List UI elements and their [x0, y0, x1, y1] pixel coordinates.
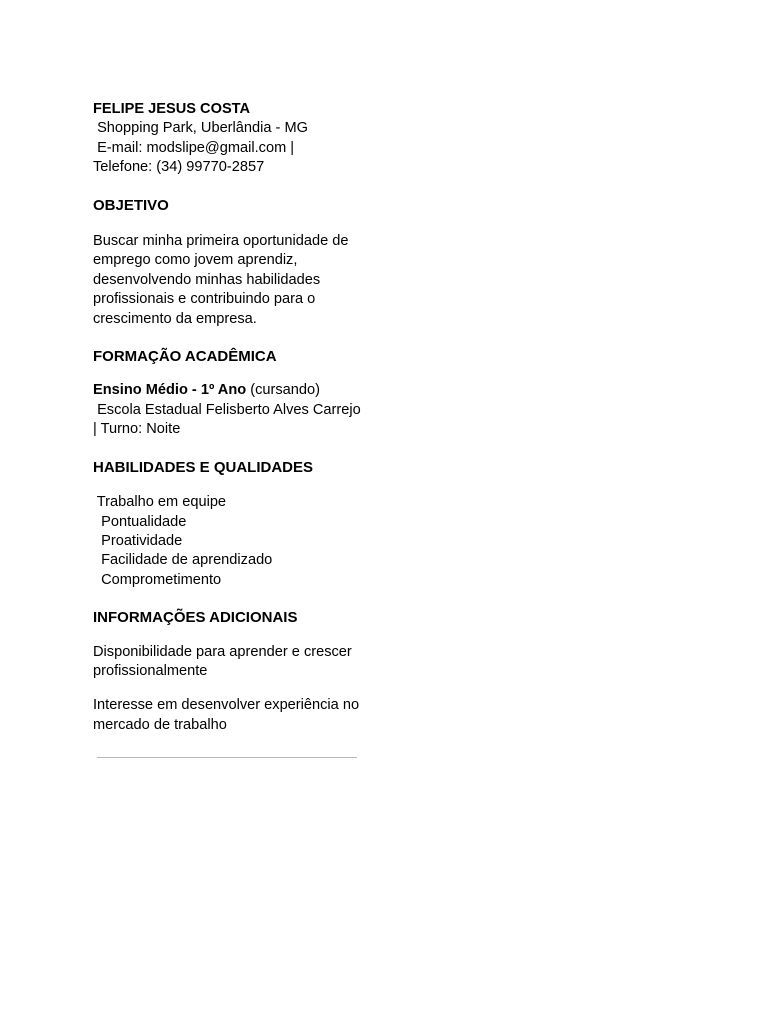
candidate-name: FELIPE JESUS COSTA — [93, 101, 251, 117]
section-title-objetivo: OBJETIVO — [93, 196, 169, 214]
phone-line: Telefone: (34) 99770-2857 — [93, 159, 265, 176]
resume-document — [93, 100, 368, 735]
info-paragraph: Disponibilidade para aprender e crescer profissionalmente — [93, 643, 356, 679]
section-title-formacao: FORMAÇÃO ACADÊMICA — [93, 348, 277, 366]
school-line: Escola Estadual Felisberto Alves Carrejo | Turno: Noite — [93, 401, 365, 438]
email-line: E-mail: modslipe@gmail.com | — [93, 139, 295, 156]
skills-list — [93, 493, 368, 590]
address-line: Shopping Park, Uberlândia - MG — [93, 120, 308, 137]
list-item: Facilidade de aprendizado — [93, 552, 273, 569]
course-name: Ensino Médio - 1º Ano — [93, 382, 247, 399]
list-item: Pontualidade — [93, 513, 187, 530]
list-item: Comprometimento — [93, 571, 222, 588]
formacao-entry — [93, 381, 368, 400]
section-title-informacoes: INFORMAÇÕES ADICIONAIS — [93, 609, 298, 627]
horizontal-divider — [97, 757, 357, 758]
section-title-habilidades: HABILIDADES E QUALIDADES — [93, 458, 314, 476]
list-item: Proatividade — [93, 532, 183, 549]
objetivo-text: Buscar minha primeira oportunidade de emprego como jovem aprendiz, desenvolvendo minhas habilidades profissionais e contribuindo para o crescimento da empresa. — [93, 233, 353, 327]
course-status: (cursando) — [246, 382, 320, 399]
list-item: Trabalho em equipe — [93, 494, 227, 511]
info-paragraph: Interesse em desenvolver experiência no mercado de trabalho — [93, 697, 364, 733]
